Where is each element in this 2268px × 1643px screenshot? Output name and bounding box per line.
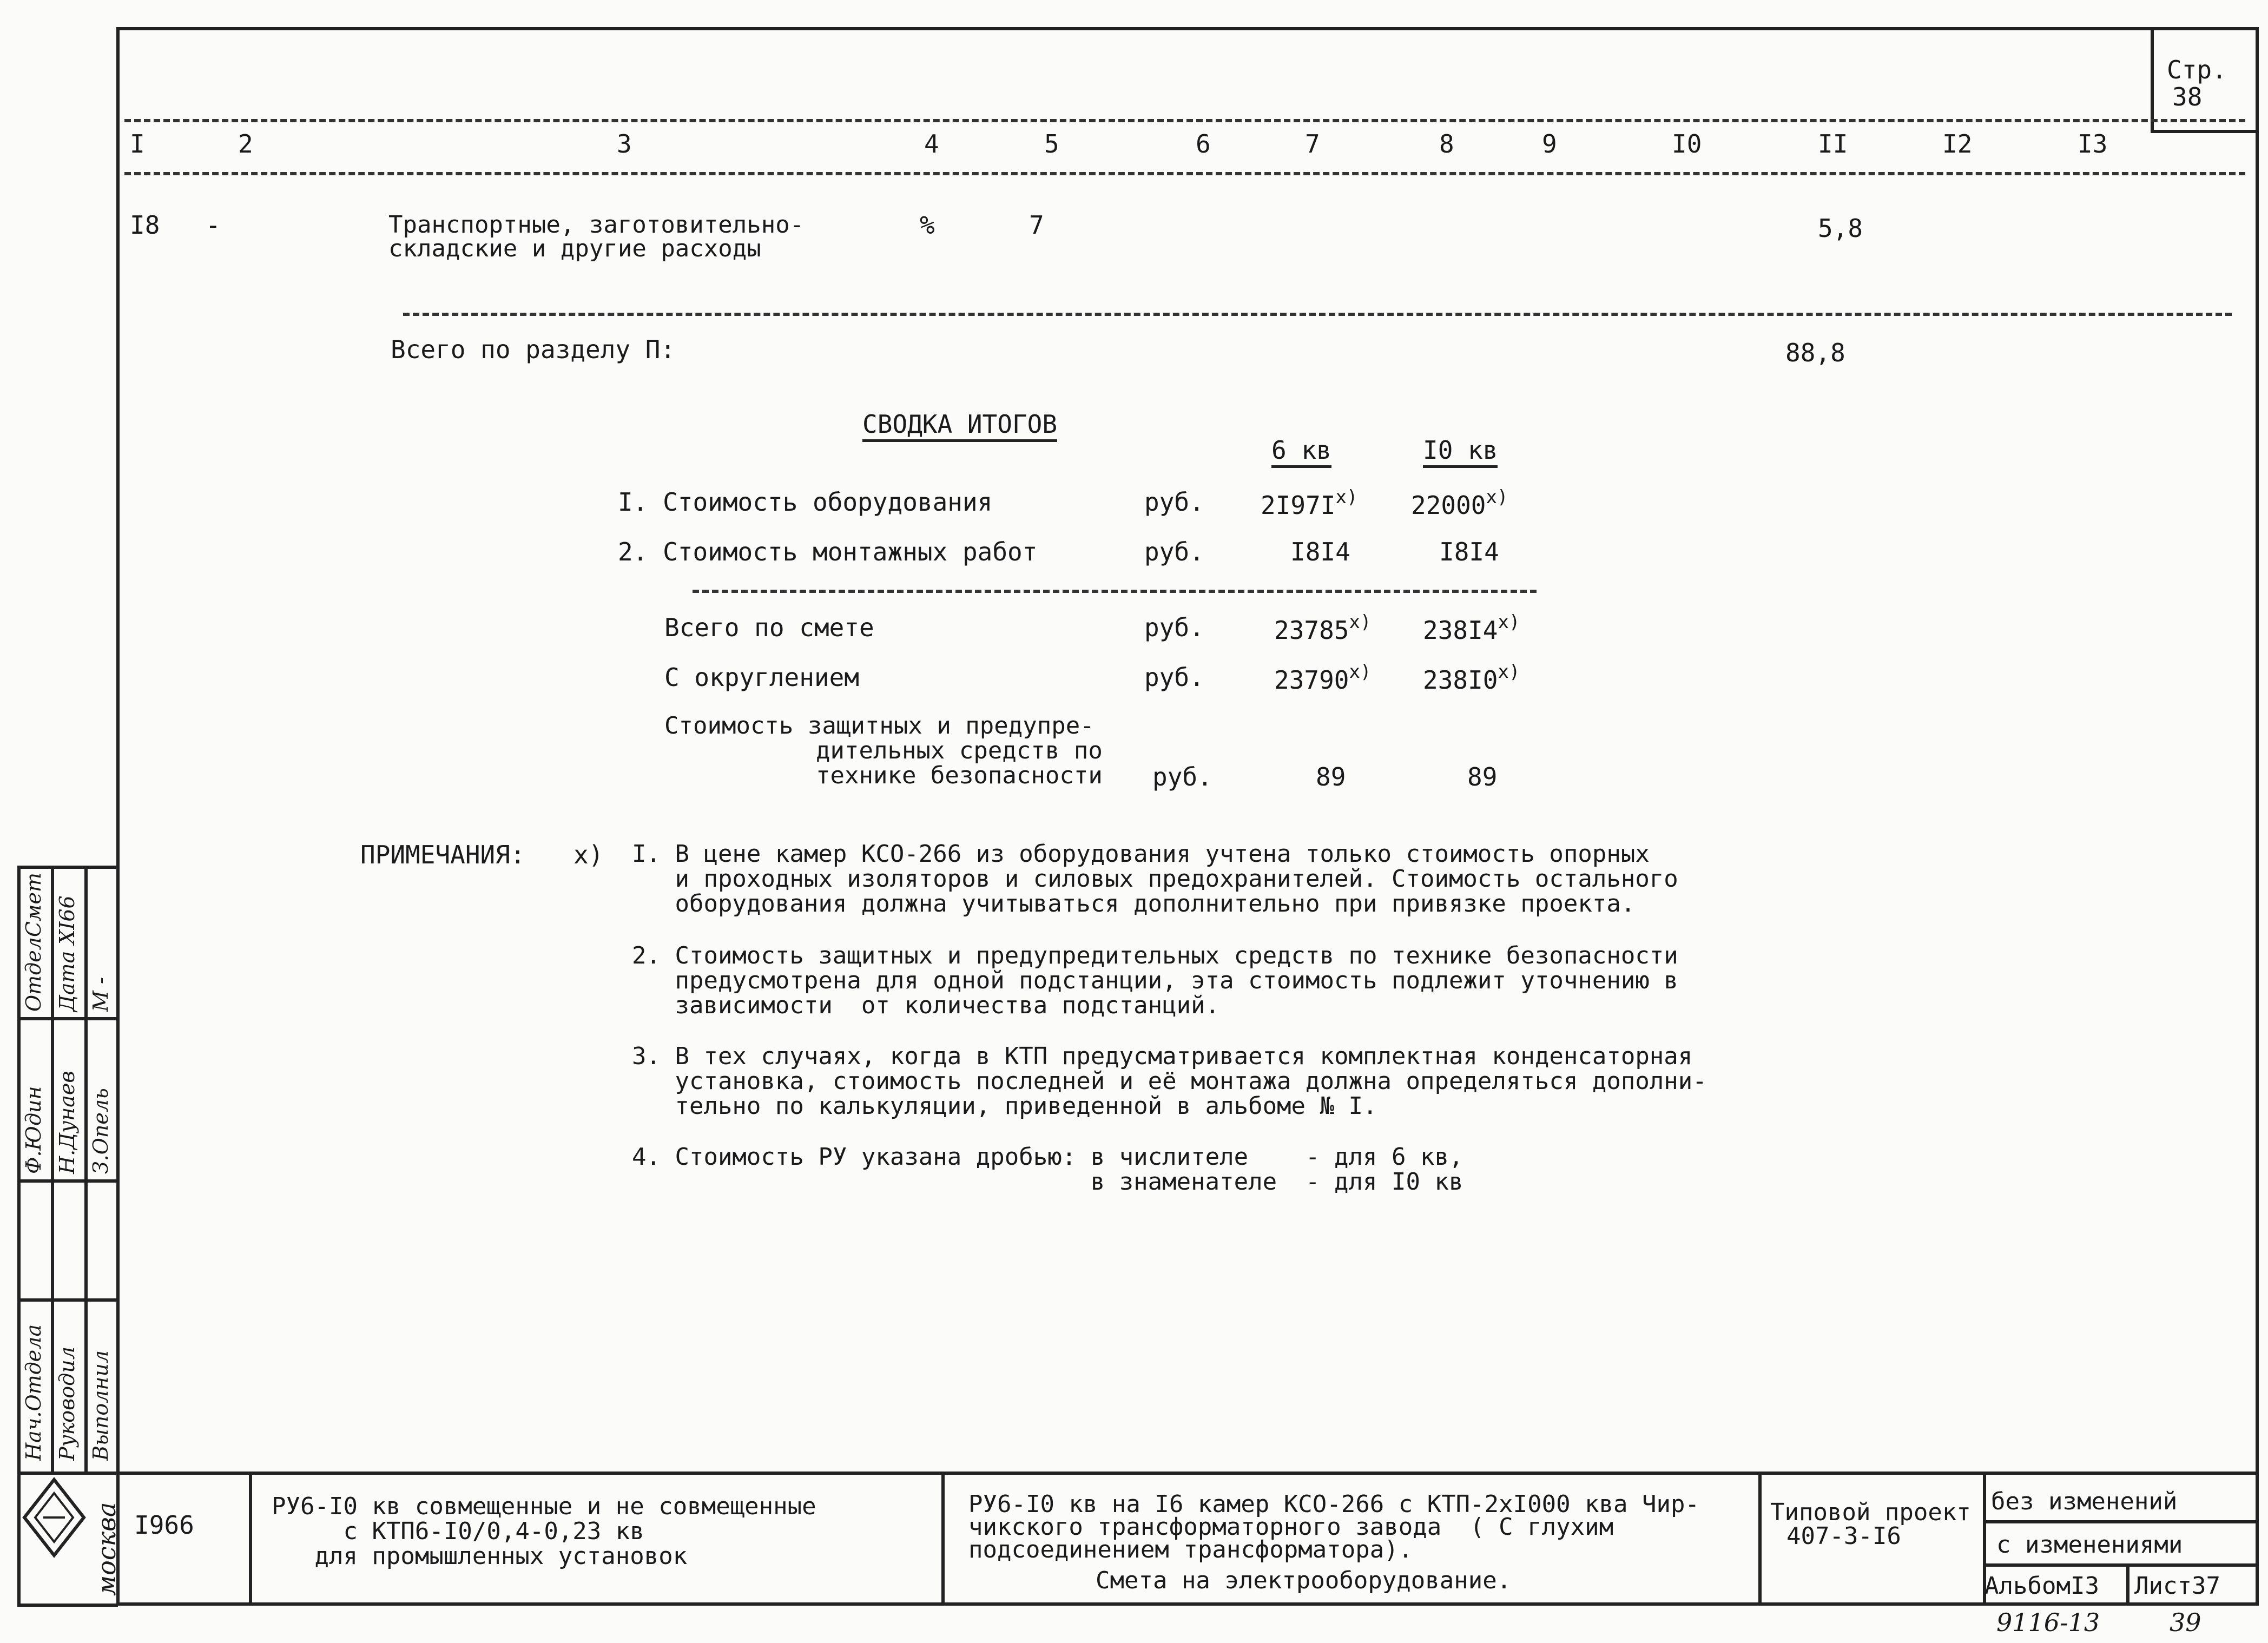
page-label: Стр. [2167, 55, 2227, 84]
tb-div-year [116, 1472, 120, 1606]
sheet-frame [116, 27, 2259, 1606]
stamp-r2-date: Дата XI66 [55, 895, 79, 1012]
summary-safety-line1: Стоимость защитных и предупре- [664, 712, 1095, 740]
tb-div-right [1758, 1472, 1762, 1606]
col-header-8: 8 [1439, 129, 1454, 159]
summary-safety-line3: технике безопасности [816, 762, 1103, 789]
footnote-mark: x) [1335, 486, 1358, 508]
summary-row2-label: 2. Стоимость монтажных работ [618, 537, 1038, 566]
stamp-row-div-1 [17, 1017, 118, 1020]
summary-row2-6kv: I8I4 [1290, 537, 1350, 566]
summary-row1-label: I. Стоимость оборудования [618, 487, 993, 517]
summary-col-10kv: I0 кв [1423, 437, 1498, 468]
row-18-unit: % [920, 210, 935, 240]
col-header-9: 9 [1542, 129, 1557, 159]
summary-title: СВОДКА ИТОГОВ [862, 411, 1057, 442]
bottom-code: 9116-13 [1996, 1608, 2100, 1637]
stamp-r3-mark: М - [89, 977, 113, 1012]
section-rule [403, 313, 2232, 316]
footnote-mark: x) [1498, 661, 1520, 683]
note-1: I. В цене камер КСО-266 из оборудования учтена только стоимость опорных и проходных изоляторов и силовых предохранителей. Стоимость остального оборудования должна учитываться дополнительно при привязке проекта. [632, 840, 1678, 918]
header-bottom-rule [124, 172, 2245, 175]
title-block-top [17, 1472, 2259, 1475]
footnote-mark: x) [1498, 611, 1520, 633]
tb-div-left [249, 1472, 252, 1606]
tb-div-center [941, 1472, 945, 1606]
col-header-13: I3 [2078, 129, 2108, 159]
title-block-city: москва [92, 1502, 121, 1596]
summary-row2-unit: руб. [1144, 537, 1204, 566]
summary-row3-label: Всего по смете [664, 613, 874, 642]
title-block-center-sub: Смета на электрооборудование. [1096, 1567, 1512, 1594]
tb-album-div [2126, 1563, 2129, 1606]
stamp-r2-name: Н.Дунаев [55, 1071, 79, 1174]
value: 23785 [1274, 616, 1349, 645]
page-number: 38 [2172, 82, 2203, 111]
value: 238I4 [1423, 616, 1498, 645]
value: 238I0 [1423, 665, 1498, 695]
value: 23790 [1274, 665, 1349, 695]
row-18-number: I8 [130, 210, 160, 240]
album-number: I3 [2070, 1572, 2099, 1600]
title-block-status-2: с изменениями [1996, 1531, 2183, 1559]
tb-status-line-1 [1983, 1520, 2259, 1523]
stamp-row-div-3 [17, 1298, 118, 1302]
title-block-project-number: 407-3-I6 [1786, 1522, 1901, 1550]
stamp-r2-role: Руководил [55, 1347, 79, 1461]
stamp-r3-role: Выполнил [89, 1350, 113, 1461]
summary-row1-10kv [1411, 484, 1508, 518]
summary-row1-unit: руб. [1144, 487, 1204, 517]
notes-marker: x) [573, 840, 604, 869]
summary-safety-unit: руб. [1152, 762, 1212, 791]
col-header-11: II [1818, 129, 1848, 159]
stamp-r1-name: Ф.Юдин [22, 1086, 45, 1174]
sheet-label: Лист [2134, 1572, 2192, 1600]
stamp-top-line [17, 866, 118, 869]
notes-label: ПРИМЕЧАНИЯ: [360, 840, 525, 869]
footnote-mark: x) [1349, 661, 1372, 683]
summary-rule [693, 590, 1537, 593]
summary-row1-6kv [1261, 484, 1357, 518]
col-header-2: 2 [238, 129, 253, 159]
album-label: Альбом [1984, 1572, 2071, 1600]
stamp-col-left [17, 866, 21, 1607]
row-18-col2: - [206, 210, 221, 240]
summary-col-6kv: 6 кв [1271, 437, 1331, 468]
col-header-6: 6 [1196, 129, 1211, 159]
col-header-1: I [130, 129, 145, 159]
summary-row2-10kv: I8I4 [1439, 537, 1499, 566]
title-block-center-title: РУ6-I0 кв на I6 камер КСО-266 с КТП-2хI000 ква Чир- чикского трансформаторного завода ( С глухим подсоединением трансформатора). [968, 1490, 1700, 1563]
tb-status-line-2 [1983, 1563, 2259, 1567]
footnote-mark: x) [1349, 611, 1372, 633]
col-header-12: I2 [1942, 129, 1973, 159]
stamp-r3-name: З.Опель [89, 1088, 113, 1174]
stamp-r1-role: Нач.Отдела [22, 1324, 45, 1461]
summary-row4-label: С округлением [664, 663, 860, 692]
stamp-r1-dept: ОтделСмет [22, 872, 45, 1012]
row-18-col5: 7 [1029, 210, 1044, 240]
title-block-sheet [2134, 1573, 2220, 1599]
title-block-album [1984, 1573, 2099, 1599]
title-block-project-label: Типовой проект [1770, 1499, 1971, 1526]
title-block-year: I966 [134, 1510, 194, 1540]
summary-row4-10kv [1423, 659, 1520, 693]
col-header-10: I0 [1672, 129, 1702, 159]
summary-row4-unit: руб. [1144, 663, 1204, 692]
col-header-7: 7 [1305, 129, 1320, 159]
col-header-5: 5 [1044, 129, 1059, 159]
note-4: 4. Стоимость РУ указана дробью: в числителе - для 6 кв, в знаменателе - для I0 кв [632, 1143, 1463, 1196]
note-3: 3. В тех случаях, когда в КТП предусматривается комплектная конденсаторная установка, стоимость последней и её монтажа должна определяться дополни- тельно по калькуляции, приведенной в альбоме № I. [632, 1042, 1707, 1120]
col-header-3: 3 [617, 129, 632, 159]
summary-row4-6kv [1274, 659, 1371, 693]
row-18-text-line2: складские и другие расходы [388, 235, 761, 262]
institute-logo-icon [22, 1477, 87, 1558]
stamp-row-div-2 [17, 1179, 118, 1183]
section-total-label: Всего по разделу П: [391, 335, 676, 364]
stamp-divider-2 [84, 866, 88, 1472]
summary-safety-line2: дительных средств по [816, 737, 1103, 764]
value: 22000 [1411, 491, 1486, 520]
title-block-left-title: РУ6-I0 кв совмещенные и не совмещенные с КТП6-I0/0,4-0,23 кв для промышленных установок [272, 1493, 816, 1570]
note-2: 2. Стоимость защитных и предупредительных средств по технике безопасности предусмотрена для одной подстанции, эта стоимость подлежит уточнению в зависимости от количества подстанций. [632, 942, 1678, 1019]
summary-row3-10kv [1423, 609, 1520, 643]
header-top-rule [124, 119, 2245, 122]
row-18-col11: 5,8 [1818, 214, 1863, 243]
stamp-base-line [17, 1604, 118, 1607]
summary-row3-6kv [1274, 609, 1371, 643]
summary-safety-10kv: 89 [1467, 762, 1498, 791]
footnote-mark: x) [1486, 486, 1508, 508]
summary-row3-unit: руб. [1144, 613, 1204, 642]
row-18-text-line1: Транспортные, заготовительно- [388, 211, 805, 239]
title-block-status-1: без изменений [1991, 1488, 2178, 1515]
bottom-page: 39 [2170, 1608, 2201, 1637]
summary-safety-6kv: 89 [1316, 762, 1346, 791]
section-total-value: 88,8 [1785, 338, 1845, 367]
sheet-number: 37 [2191, 1572, 2220, 1600]
col-header-4: 4 [924, 129, 939, 159]
value: 2I97I [1261, 491, 1336, 520]
stamp-divider-1 [51, 866, 54, 1472]
